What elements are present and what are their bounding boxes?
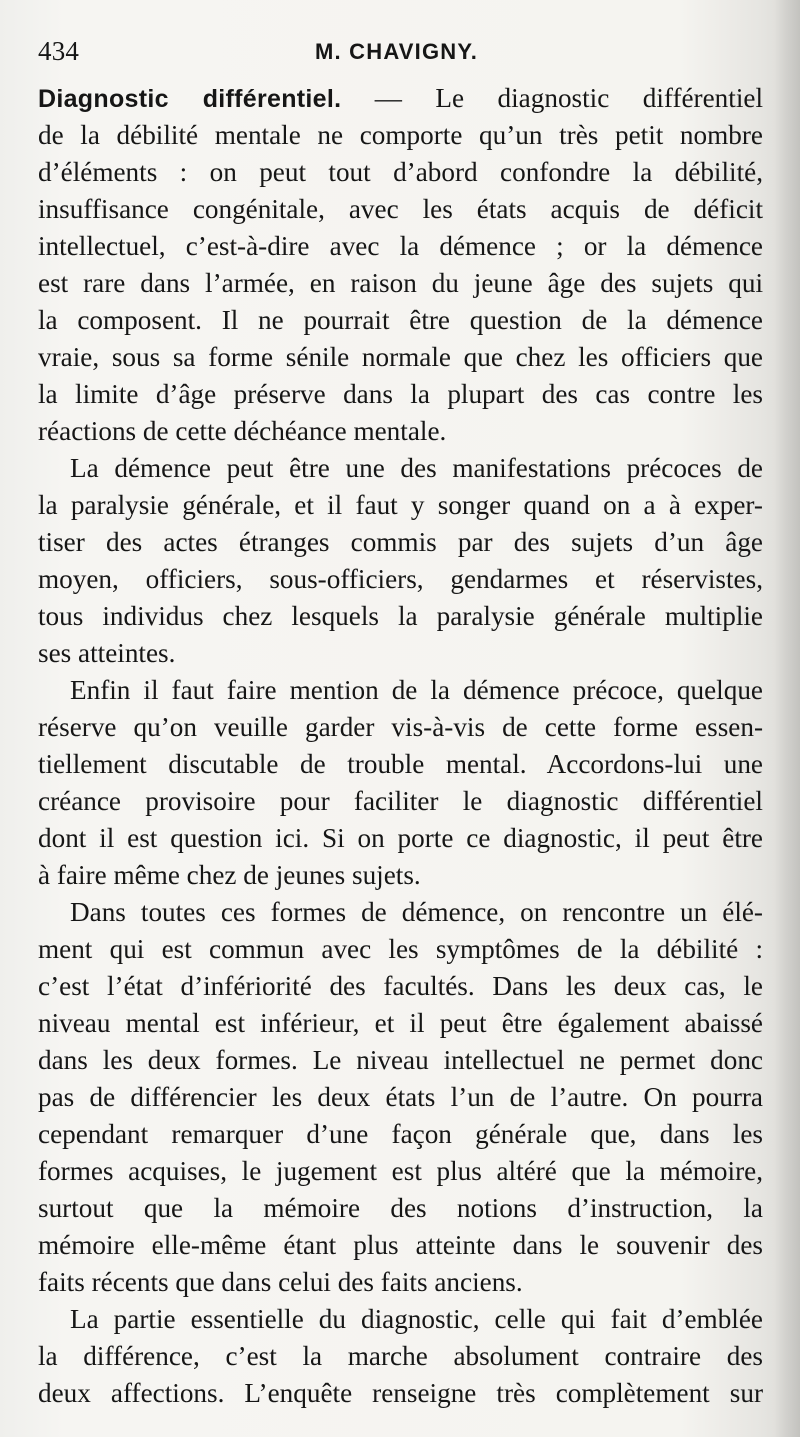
text-line: la composent. Il ne pourrait être question de la démence	[38, 305, 763, 335]
paragraph-2	[38, 450, 763, 672]
text-line: moyen, officiers, sous-officiers, gendarmes et réservistes,	[38, 564, 763, 594]
text-line-continuation: — Le diagnostic différentiel	[341, 83, 763, 113]
text-line: tiellement discutable de trouble mental. Accordons-lui une	[38, 749, 763, 779]
text-line: la paralysie générale, et il faut y songer quand on a à exper-	[38, 490, 763, 520]
text-line: c’est l’état d’infériorité des facultés. Dans les deux cas, le	[38, 971, 763, 1001]
running-head	[38, 36, 758, 70]
text-line: d’éléments : on peut tout d’abord confondre la débilité,	[38, 157, 763, 187]
text-line: réactions de cette déchéance mentale.	[38, 416, 447, 446]
paragraph-5	[38, 1301, 763, 1412]
text-line: la limite d’âge préserve dans la plupart des cas contre les	[38, 379, 763, 409]
text-line: dans les deux formes. Le niveau intellectuel ne permet donc	[38, 1045, 763, 1075]
text-line: insuffisance congénitale, avec les états acquis de déficit	[38, 194, 763, 224]
text-line: la différence, c’est la marche absolument contraire des	[38, 1341, 763, 1371]
text-line: tous individus chez lesquels la paralysie générale multiplie	[38, 601, 763, 631]
text-line: Enfin il faut faire mention de la démence précoce, quelque	[70, 675, 763, 705]
text-line: dont il est question ici. Si on porte ce diagnostic, il peut être	[38, 823, 763, 853]
text-line: La démence peut être une des manifestations précoces de	[70, 453, 763, 483]
text-line: intellectuel, c’est-à-dire avec la démence ; or la démence	[38, 231, 763, 261]
text-line: niveau mental est inférieur, et il peut être également abaissé	[38, 1008, 763, 1038]
section-heading: Diagnostic différentiel.	[38, 85, 342, 113]
text-line: est rare dans l’armée, en raison du jeune âge des sujets qui	[38, 268, 763, 298]
text-line: de la débilité mentale ne comporte qu’un très petit nombre	[38, 120, 763, 150]
text-line: mémoire elle-même étant plus atteinte dans le souvenir des	[38, 1230, 763, 1260]
text-line: pas de différencier les deux états l’un de l’autre. On pourra	[38, 1082, 763, 1112]
text-line: créance provisoire pour faciliter le diagnostic différentiel	[38, 786, 763, 816]
text-line: réserve qu’on veuille garder vis-à-vis de cette forme essen-	[38, 712, 763, 742]
text-line: ment qui est commun avec les symptômes de la débilité :	[38, 934, 763, 964]
text-line: vraie, sous sa forme sénile normale que chez les officiers que	[38, 342, 763, 372]
text-line: faits récents que dans celui des faits anciens.	[38, 1267, 523, 1297]
text-line: La partie essentielle du diagnostic, celle qui fait d’emblée	[70, 1304, 763, 1334]
running-head-author: M. CHAVIGNY.	[315, 39, 479, 64]
text-line: surtout que la mémoire des notions d’instruction, la	[38, 1193, 763, 1223]
text-line	[38, 80, 763, 117]
paragraph-1	[38, 80, 763, 450]
body-text	[38, 80, 763, 1412]
text-line: cependant remarquer d’une façon générale que, dans les	[38, 1119, 763, 1149]
text-line: deux affections. L’enquête renseigne très complètement sur	[38, 1378, 763, 1408]
binding-shadow	[774, 0, 800, 1437]
text-line: Dans toutes ces formes de démence, on rencontre un élé-	[70, 897, 763, 927]
page-number: 434	[38, 36, 80, 66]
paragraph-4	[38, 894, 763, 1301]
text-line: formes acquises, le jugement est plus altéré que la mémoire,	[38, 1156, 763, 1186]
text-line: ses atteintes.	[38, 638, 176, 668]
text-line: à faire même chez de jeunes sujets.	[38, 860, 421, 890]
paragraph-3	[38, 672, 763, 894]
text-line: tiser des actes étranges commis par des sujets d’un âge	[38, 527, 763, 557]
